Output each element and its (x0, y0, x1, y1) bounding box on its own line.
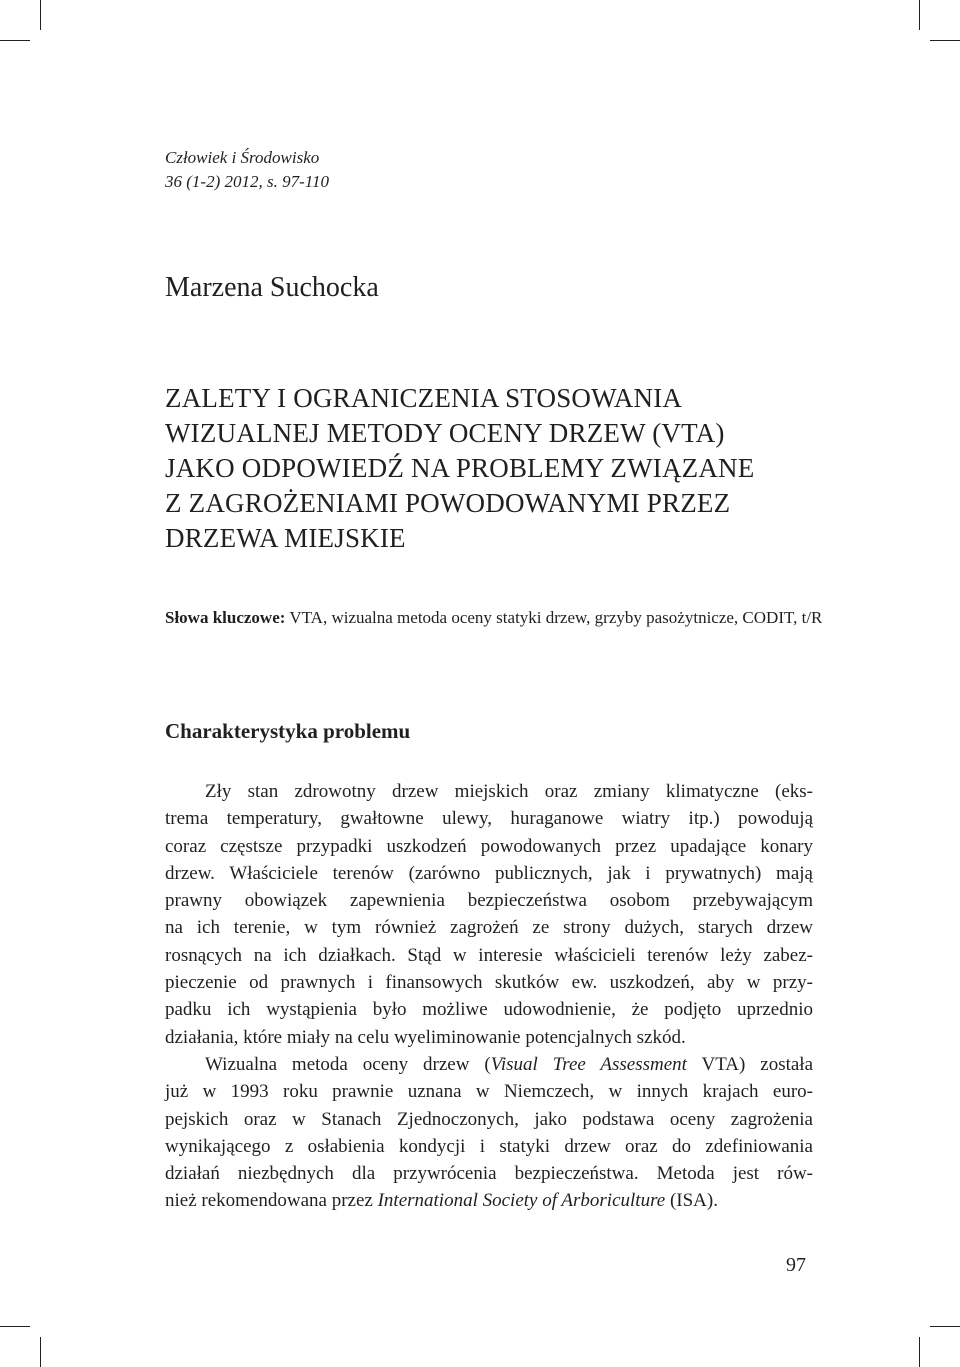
journal-issue: 36 (1-2) 2012, s. 97-110 (165, 172, 329, 191)
crop-mark-top-right-vertical (919, 0, 920, 30)
crop-mark-bottom-left-vertical (40, 1337, 41, 1367)
journal-name: Człowiek i Środowisko (165, 148, 320, 167)
title-line: ZALETY I OGRANICZENIA STOSOWANIA (165, 383, 683, 413)
keywords-label: Słowa kluczowe: (165, 608, 286, 627)
paragraph-line (165, 1051, 813, 1078)
body-text (165, 778, 813, 1215)
paragraph-line: coraz częstsze przypadki uszkodzeń powodowanych przez upadające konary (165, 835, 813, 857)
paragraph-line: pieczenie od prawnych i finansowych skutków ew. uszkodzeń, aby w przy- (165, 972, 813, 994)
paragraph-line: drzew. Właściciele terenów (zarówno publicznych, jak i prywatnych) mają (165, 862, 813, 884)
paragraph-line: na ich terenie, w tym również zagrożeń ze strony dużych, starych drzew (165, 917, 813, 939)
paragraph-line: już w 1993 roku prawnie uznana w Niemczech, w innych krajach euro- (165, 1081, 813, 1103)
crop-mark-bottom-right-horizontal (930, 1326, 960, 1327)
text-run: VTA) została (686, 1053, 814, 1075)
paragraph-line: wynikającego z osłabienia kondycji i statyki drzew oraz do zdefiniowania (165, 1135, 813, 1157)
paragraph-line: działania, które miały na celu wyeliminowanie potencjalnych szkód. (165, 1026, 686, 1048)
keywords-text: VTA, wizualna metoda oceny statyki drzew, grzyby pasożytnicze, CODIT, t/R (285, 608, 823, 627)
page-number: 97 (786, 1254, 806, 1276)
crop-mark-top-right-horizontal (930, 40, 960, 41)
title-line: JAKO ODPOWIEDŹ NA PROBLEMY ZWIĄZANE (165, 453, 755, 483)
italic-term: International Society of Arboriculture (377, 1190, 666, 1212)
title-line: DRZEWA MIEJSKIE (165, 523, 406, 553)
paragraph-line: padku ich wystąpienia było możliwe udowodnienie, że podjęto uprzednio (165, 999, 813, 1021)
paragraph-line (165, 1187, 813, 1214)
paragraph-line: działań niezbędnych dla przywrócenia bezpieczeństwa. Metoda jest rów- (165, 1163, 813, 1185)
section-heading: Charakterystyka problemu (165, 719, 411, 743)
keywords (165, 604, 825, 631)
paragraph-line: trema temperatury, gwałtowne ulewy, huraganowe wiatry itp.) powodują (165, 808, 813, 830)
italic-term: Visual Tree Assessment (490, 1053, 687, 1075)
text-run: nież rekomendowana przez (165, 1190, 378, 1212)
journal-info (165, 146, 329, 194)
paragraph-line: rosnących na ich działkach. Stąd w interesie właścicieli terenów leży zabez- (165, 944, 813, 966)
paragraph-line: prawny obowiązek zapewnienia bezpieczeństwa osobom przebywającym (165, 890, 813, 912)
paragraph-line: pejskich oraz w Stanach Zjednoczonych, jako podstawa oceny zagrożenia (165, 1108, 813, 1130)
paragraph-line: Zły stan zdrowotny drzew miejskich oraz zmiany klimatyczne (eks- (205, 781, 813, 802)
text-run: Wizualna metoda oceny drzew ( (205, 1053, 491, 1075)
title-line: WIZUALNEJ METODY OCENY DRZEW (VTA) (165, 418, 725, 448)
crop-mark-top-left-vertical (40, 0, 41, 30)
crop-mark-bottom-right-vertical (919, 1337, 920, 1367)
text-run: (ISA). (665, 1190, 718, 1212)
article-title (165, 381, 754, 556)
crop-mark-bottom-left-horizontal (0, 1326, 30, 1327)
author-name: Marzena Suchocka (165, 272, 379, 303)
title-line: Z ZAGROŻENIAMI POWODOWANYMI PRZEZ (165, 488, 731, 518)
crop-mark-top-left-horizontal (0, 40, 30, 41)
